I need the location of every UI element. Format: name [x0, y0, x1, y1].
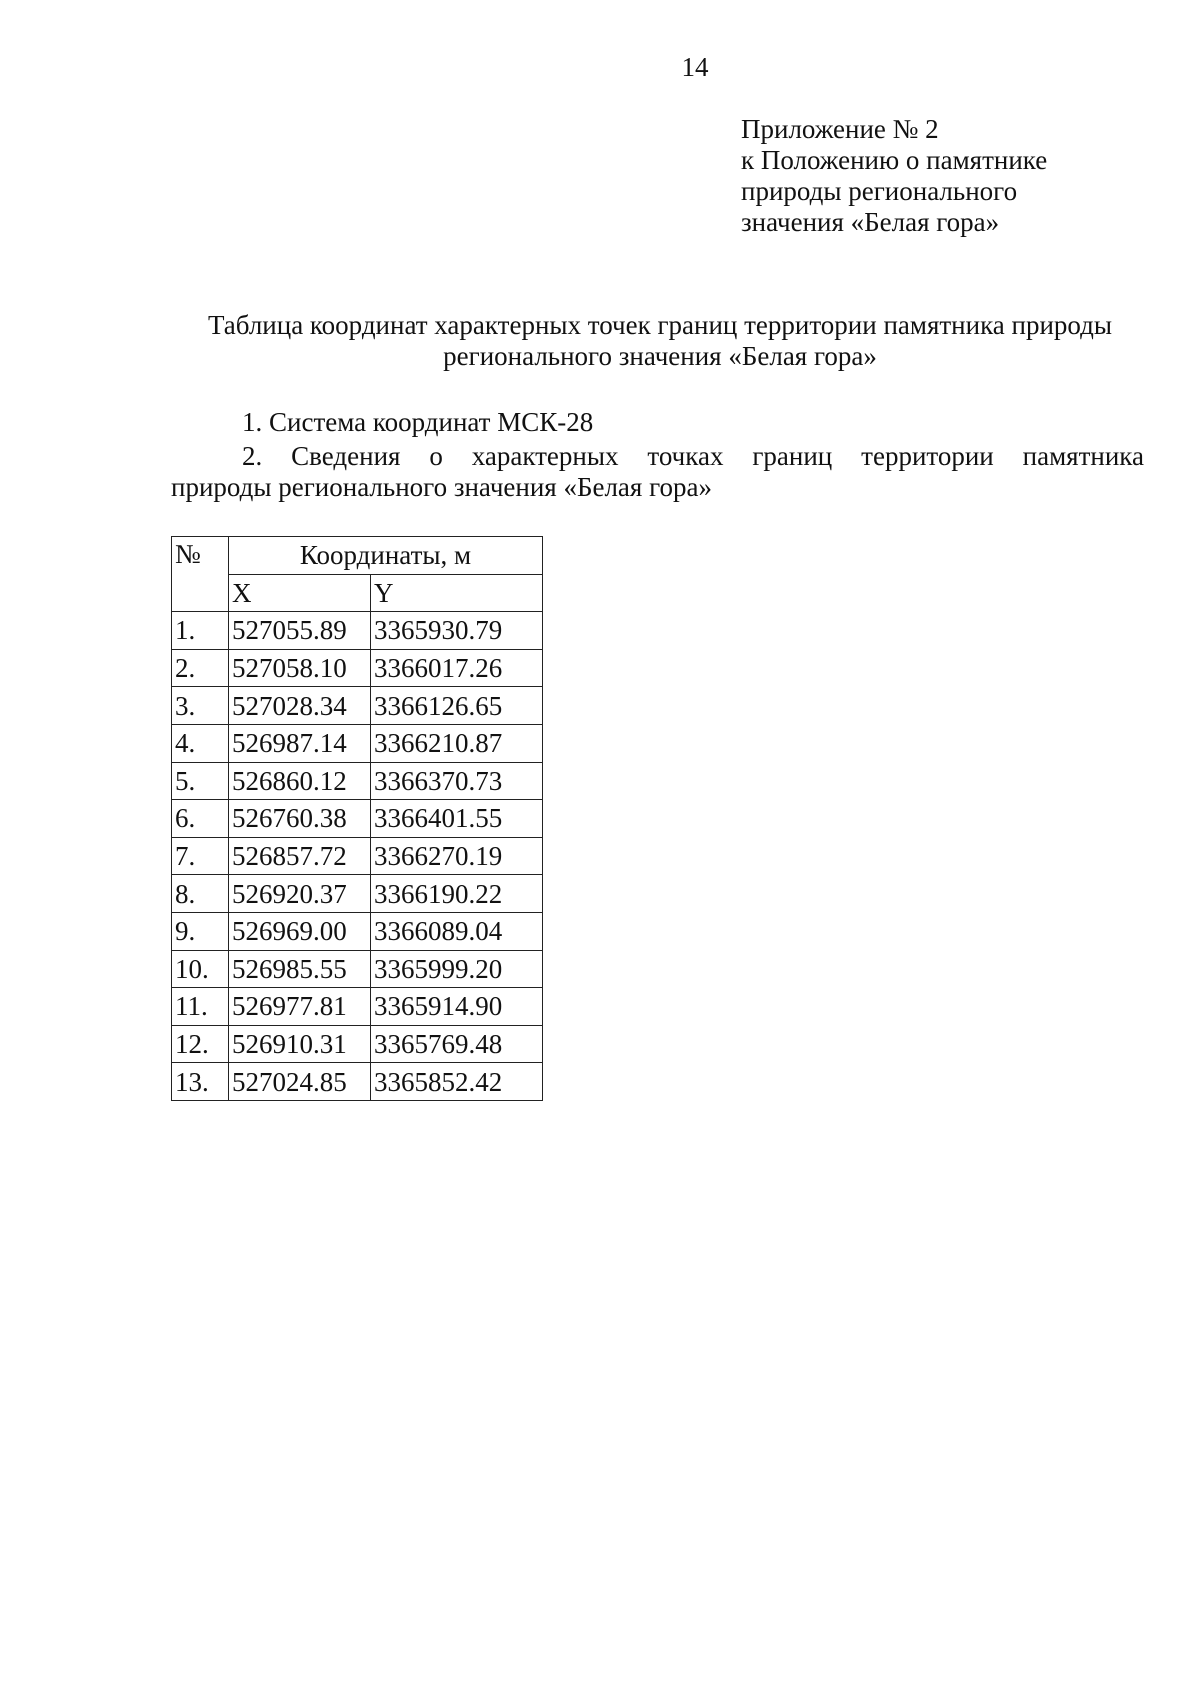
- cell-y: 3366089.04: [371, 912, 543, 950]
- cell-y: 3365769.48: [371, 1025, 543, 1063]
- cell-y: 3366017.26: [371, 649, 543, 687]
- title-line: Таблица координат характерных точек границ территории памятника природы: [207, 310, 1113, 340]
- page-number: 14: [681, 52, 709, 82]
- cell-number: 5.: [172, 762, 229, 800]
- cell-x: 526969.00: [229, 912, 371, 950]
- cell-y: 3366210.87: [371, 724, 543, 762]
- cell-number: 6.: [172, 800, 229, 838]
- appendix-line: к Положению о памятнике: [741, 145, 1048, 175]
- cell-y: 3366270.19: [371, 837, 543, 875]
- cell-y: 3366126.65: [371, 687, 543, 725]
- cell-x: 526910.31: [229, 1025, 371, 1063]
- header-coordinates: Координаты, м: [229, 537, 543, 575]
- cell-number: 7.: [172, 837, 229, 875]
- table-row: [172, 1025, 543, 1063]
- cell-x: 526857.72: [229, 837, 371, 875]
- cell-x: 526760.38: [229, 800, 371, 838]
- table-row: [172, 875, 543, 913]
- cell-y: 3365999.20: [371, 950, 543, 988]
- paragraph-boundary-info: [171, 441, 1144, 503]
- appendix-header: [741, 114, 1047, 238]
- cell-number: 8.: [172, 875, 229, 913]
- cell-number: 2.: [172, 649, 229, 687]
- cell-y: 3366370.73: [371, 762, 543, 800]
- cell-x: 526977.81: [229, 988, 371, 1026]
- cell-y: 3365930.79: [371, 612, 543, 650]
- table-row: [172, 950, 543, 988]
- cell-number: 9.: [172, 912, 229, 950]
- cell-x: 527024.85: [229, 1063, 371, 1101]
- paragraph-text: 1. Система координат МСК-28: [242, 407, 594, 437]
- header-x: X: [229, 574, 371, 612]
- cell-number: 4.: [172, 724, 229, 762]
- table-row: [172, 1063, 543, 1101]
- table-header-row: [172, 537, 543, 575]
- paragraph-text: 2. Сведения о характерных точках границ территории памятника: [242, 441, 1144, 471]
- cell-x: 527028.34: [229, 687, 371, 725]
- table-row: [172, 724, 543, 762]
- cell-number: 12.: [172, 1025, 229, 1063]
- cell-x: 526985.55: [229, 950, 371, 988]
- cell-y: 3365852.42: [371, 1063, 543, 1101]
- cell-x: 526920.37: [229, 875, 371, 913]
- appendix-line: Приложение № 2: [741, 114, 939, 144]
- cell-y: 3366401.55: [371, 800, 543, 838]
- cell-x: 527058.10: [229, 649, 371, 687]
- title-line: регионального значения «Белая гора»: [443, 341, 877, 371]
- paragraph-text: природы регионального значения «Белая гора»: [171, 472, 712, 502]
- appendix-line: природы регионального: [741, 176, 1018, 206]
- table-row: [172, 912, 543, 950]
- cell-number: 13.: [172, 1063, 229, 1101]
- table-row: [172, 837, 543, 875]
- paragraph-coordinate-system: [171, 407, 1144, 438]
- cell-number: 1.: [172, 612, 229, 650]
- cell-x: 526860.12: [229, 762, 371, 800]
- cell-number: 10.: [172, 950, 229, 988]
- appendix-line: значения «Белая гора»: [741, 207, 1000, 237]
- table-row: [172, 612, 543, 650]
- table-row: [172, 762, 543, 800]
- coordinates-table: [171, 536, 543, 1101]
- table-row: [172, 800, 543, 838]
- document-title: [100, 310, 1200, 372]
- cell-y: 3365914.90: [371, 988, 543, 1026]
- table-row: [172, 687, 543, 725]
- header-y: Y: [371, 574, 543, 612]
- cell-number: 3.: [172, 687, 229, 725]
- cell-x: 527055.89: [229, 612, 371, 650]
- cell-number: 11.: [172, 988, 229, 1026]
- table-row: [172, 988, 543, 1026]
- cell-y: 3366190.22: [371, 875, 543, 913]
- header-number: №: [172, 537, 229, 612]
- cell-x: 526987.14: [229, 724, 371, 762]
- table-row: [172, 649, 543, 687]
- table-body: [172, 612, 543, 1101]
